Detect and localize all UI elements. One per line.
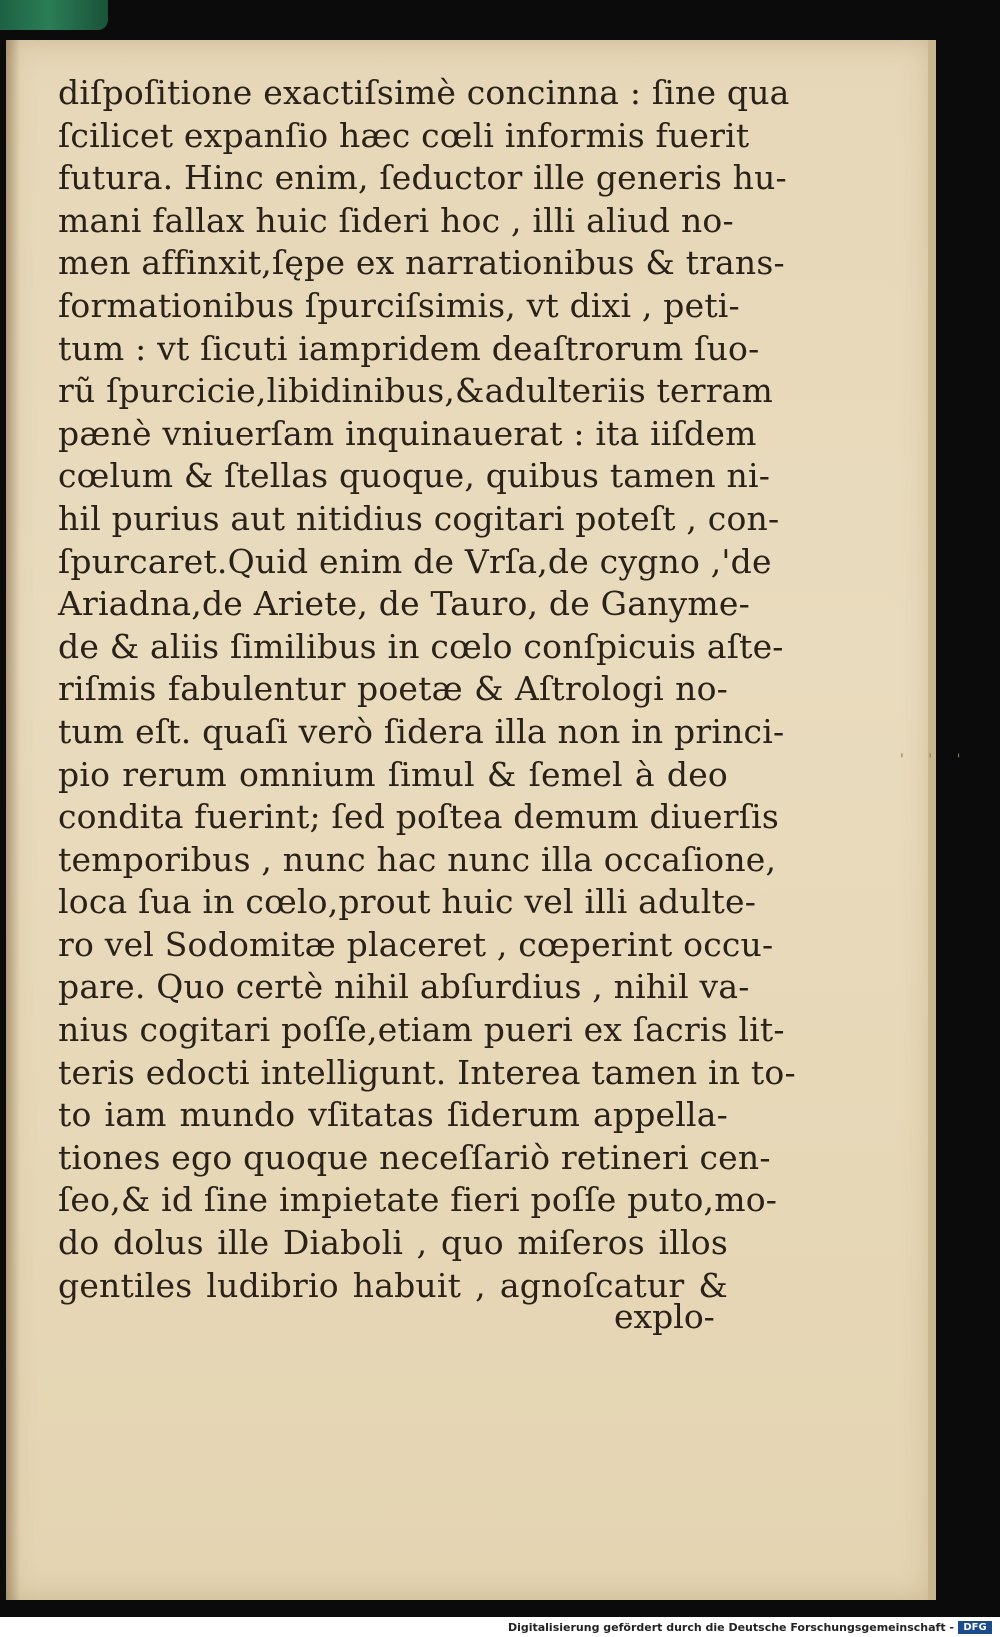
text-line: ſpurcaret.Quid enim de Vrſa,de cygno ,'de xyxy=(58,541,772,581)
text-line: pænè vniuerſam inquinauerat : ita iiſdem xyxy=(58,413,757,453)
catchword: explo- xyxy=(614,1297,715,1336)
text-line: do dolus ille Diaboli , quo miſeros illos xyxy=(58,1223,728,1263)
text-line: ſcilicet expanſio hæc cœli informis fuerit xyxy=(58,115,750,155)
text-line: tiones ego quoque neceſſariò retineri cen- xyxy=(58,1137,771,1177)
text-line: cœlum & ſtellas quoque, quibus tamen ni- xyxy=(58,456,771,496)
text-line: tum eſt. quaſi verò ſidera illa non in princi- xyxy=(58,711,785,751)
text-line: mani fallax huic ſideri hoc , illi aliud no- xyxy=(58,200,734,240)
text-line: ro vel Sodomitæ placeret , cœperint occu- xyxy=(58,924,774,964)
page-gutter-shadow xyxy=(6,40,20,1600)
text-line: diſpoſitione exactiſsimè concinna : ſine qua xyxy=(58,73,790,112)
text-line: pare. Quo certè nihil abſurdius , nihil va- xyxy=(58,967,750,1007)
text-line: nius cogitari poſſe,etiam pueri ex ſacris lit- xyxy=(58,1010,785,1050)
text-line: rũ ſpurcicie,libidinibus,&adulteriis terram xyxy=(58,371,774,411)
text-line: futura. Hinc enim, ſeductor ille generis hu- xyxy=(58,158,787,198)
text-line: ſeo,& id ſine impietate fieri poſſe puto,mo- xyxy=(58,1180,778,1220)
text-line: teris edocti intelligunt. Interea tamen in to- xyxy=(58,1052,796,1092)
bookmark-ribbon xyxy=(0,0,108,30)
text-line: gentiles ludibrio habuit , agnoſcatur & xyxy=(58,1265,728,1305)
margin-specks: ' ' ' xyxy=(900,752,971,768)
text-line: men affinxit,ſępe ex narrationibus & trans- xyxy=(58,243,785,283)
text-line: hil purius aut nitidius cogitari poteſt , con- xyxy=(58,498,780,538)
text-line: to iam mundo vſitatas ſiderum appella- xyxy=(58,1095,728,1135)
text-line: loca ſua in cœlo,prout huic vel illi adulte- xyxy=(58,882,757,922)
book-page xyxy=(6,40,932,1600)
funding-credit: Digitalisierung gefördert durch die Deutsche Forschungsgemeinschaft - xyxy=(507,1621,954,1634)
text-line: Ariadna,de Ariete, de Tauro, de Ganyme- xyxy=(58,584,750,624)
text-line: temporibus , nunc hac nunc illa occaſione, xyxy=(58,839,777,879)
text-line: pio rerum omnium ſimul & ſemel à deo xyxy=(58,754,728,794)
text-line: formationibus ſpurciſsimis, vt dixi , peti- xyxy=(58,285,740,325)
body-text xyxy=(58,72,796,1307)
text-line: condita fuerint; ſed poſtea demum diuerſis xyxy=(58,797,779,837)
page-edge xyxy=(928,40,936,1600)
text-line: riſmis fabulentur poetæ & Aſtrologi no- xyxy=(58,669,728,709)
text-line: tum : vt ſicuti iampridem deaſtrorum ſuo- xyxy=(58,328,760,368)
text-line: de & aliis ſimilibus in cœlo conſpicuis aſte- xyxy=(58,626,784,666)
dfg-logo: DFG xyxy=(958,1621,992,1634)
